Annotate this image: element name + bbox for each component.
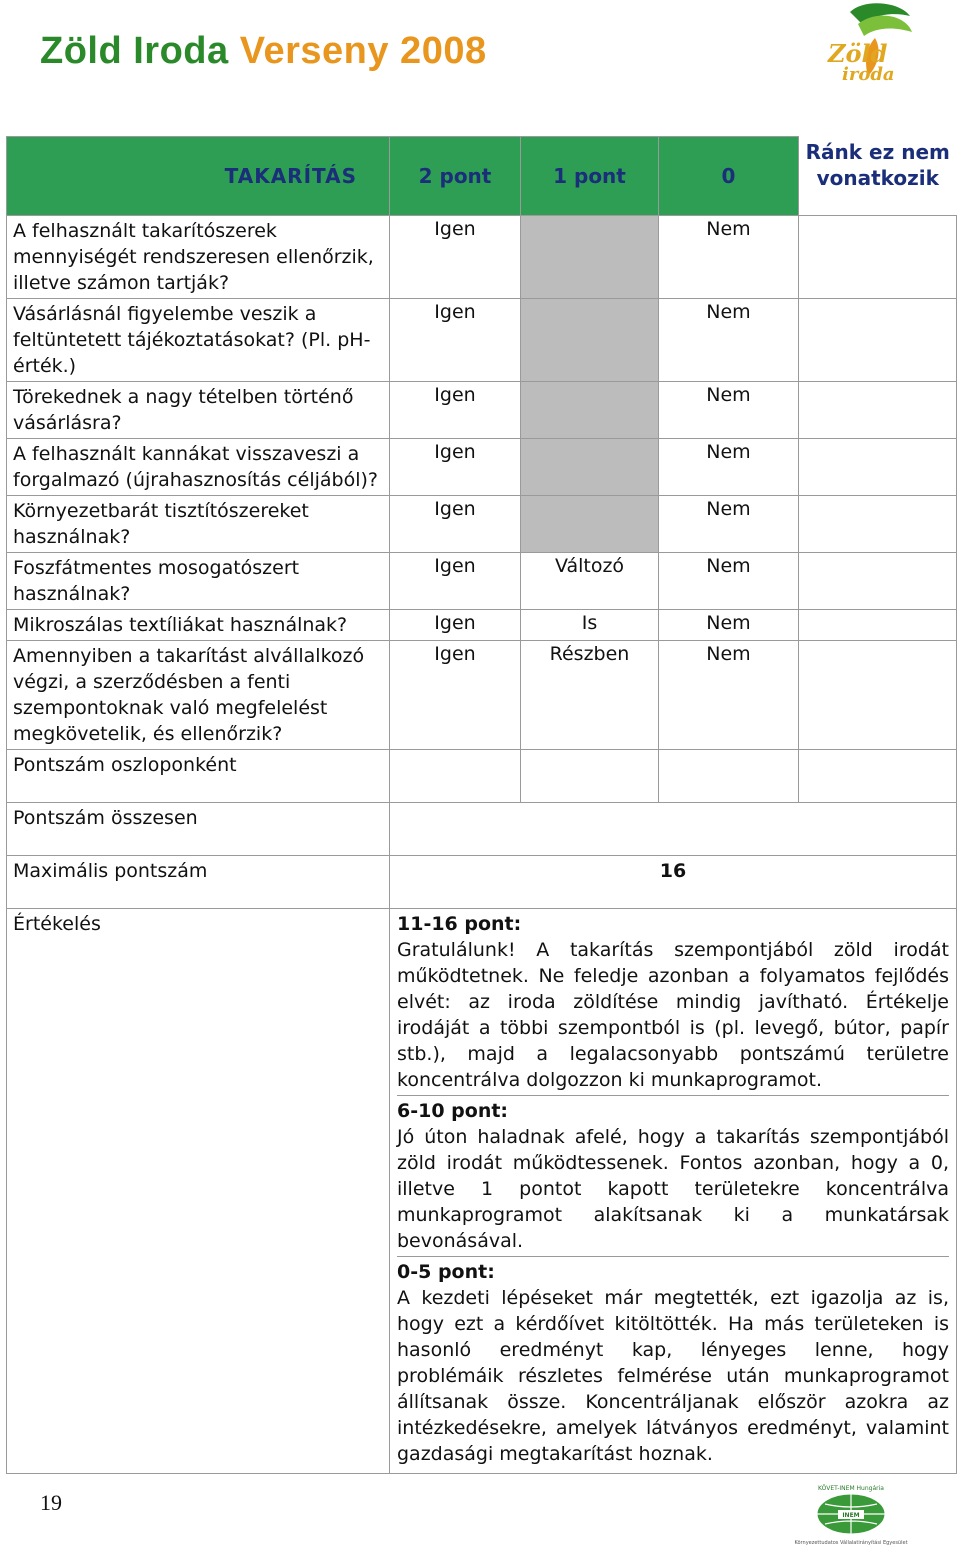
col-header-2-pont: 2 pont [390, 137, 521, 216]
cleaning-assessment-table [6, 136, 957, 1474]
evaluation-body: A kezdeti lépéseket már megtették, ezt igazolja az is, hogy ezt a kérdőívet kitöltötték. Ha más területeken is hasonló eredményt kap, lényeges lenne, hogy problémáik részletes felmérése után munkaprogramot állítsanak össze. Koncentráljanak először azokra az intézkedésekre, amelyek látványos eredményt, valamint gazdasági megtakarítást hoznak. [397, 1286, 949, 1465]
question-text: Környezetbarát tisztítószereket használnak? [7, 495, 390, 552]
answer-2-pont: Igen [390, 640, 521, 749]
answer-0-pont: Nem [659, 640, 799, 749]
page-title [40, 30, 487, 73]
score-cell-na [799, 749, 957, 802]
answer-2-pont: Igen [390, 609, 521, 640]
question-row [7, 438, 957, 495]
page-number: 19 [40, 1490, 62, 1515]
col-header-section: TAKARÍTÁS [7, 137, 390, 216]
zold-iroda-logo [820, 2, 920, 84]
evaluation-block-mid [397, 1098, 949, 1257]
evaluation-head: 11-16 pont: [397, 912, 522, 935]
answer-0-pont: Nem [659, 438, 799, 495]
question-row [7, 298, 957, 381]
svg-text:Környezettudatos Vállalatirány: Környezettudatos Vállalatirányítási Egyesület [794, 1540, 908, 1546]
answer-0-pont: Nem [659, 495, 799, 552]
score-total-row [7, 802, 957, 855]
answer-1-pont [521, 215, 659, 298]
answer-2-pont: Igen [390, 438, 521, 495]
answer-not-applicable [799, 438, 957, 495]
question-row [7, 215, 957, 298]
score-by-column-row [7, 749, 957, 802]
answer-not-applicable [799, 215, 957, 298]
evaluation-label: Értékelés [7, 908, 390, 1473]
evaluation-text [390, 908, 957, 1473]
answer-2-pont: Igen [390, 381, 521, 438]
table-header-row [7, 137, 957, 216]
answer-1-pont: Változó [521, 552, 659, 609]
score-cell-1 [521, 749, 659, 802]
score-cell-0 [659, 749, 799, 802]
evaluation-body: Gratulálunk! A takarítás szempontjából zöld irodát működtetnek. Ne feledje azonban a folyamatos fejlődés elvét: az iroda zöldítése mindig javítható. Értékelje irodáját a többi szempontból is (pl. levegő, bútor, papír stb.), majd a legalacsonyabb pontszámú területre koncentrálva dolgozzon ki munkaprogramot. [397, 938, 949, 1091]
col-header-0: 0 [659, 137, 799, 216]
score-cell-2 [390, 749, 521, 802]
answer-not-applicable [799, 298, 957, 381]
svg-text:Zöld: Zöld [828, 39, 888, 68]
evaluation-block-low [397, 1259, 949, 1469]
question-row [7, 552, 957, 609]
col-header-1-pont: 1 pont [521, 137, 659, 216]
answer-0-pont: Nem [659, 552, 799, 609]
answer-not-applicable [799, 495, 957, 552]
col-header-not-applicable: Ránk ez nem vonatkozik [799, 137, 957, 216]
answer-1-pont: Részben [521, 640, 659, 749]
kovet-inem-logo [792, 1480, 910, 1548]
evaluation-body: Jó úton haladnak afelé, hogy a takarítás szempontjából zöld irodát működtessenek. Fontos azonban, hogy a 0, illetve 1 pontot kapott területekre koncentrálva munkaprogramot alakítsanak ki a munkatársak bevonásával. [397, 1125, 949, 1252]
answer-2-pont: Igen [390, 495, 521, 552]
max-score-row [7, 855, 957, 908]
question-text: Amennyiben a takarítást alvállalkozó végzi, a szerződésben a fenti szempontoknak való megfelelést megkövetelik, és ellenőrzik? [7, 640, 390, 749]
answer-1-pont: Is [521, 609, 659, 640]
question-row [7, 640, 957, 749]
answer-0-pont: Nem [659, 609, 799, 640]
answer-not-applicable [799, 381, 957, 438]
question-text: Mikroszálas textíliákat használnak? [7, 609, 390, 640]
question-row [7, 381, 957, 438]
answer-1-pont [521, 495, 659, 552]
question-row [7, 609, 957, 640]
question-text: Vásárlásnál figyelembe veszik a feltüntetett tájékoztatásokat? (Pl. pH-érték.) [7, 298, 390, 381]
answer-1-pont [521, 298, 659, 381]
answer-not-applicable [799, 640, 957, 749]
answer-0-pont: Nem [659, 298, 799, 381]
evaluation-head: 0-5 pont: [397, 1260, 495, 1283]
max-score-label: Maximális pontszám [7, 855, 390, 908]
score-total-value [390, 802, 957, 855]
evaluation-head: 6-10 pont: [397, 1099, 509, 1122]
score-by-column-label: Pontszám oszloponként [7, 749, 390, 802]
evaluation-block-high [397, 911, 949, 1096]
answer-2-pont: Igen [390, 298, 521, 381]
title-part-orange: Verseny 2008 [239, 30, 487, 72]
question-text: A felhasznált takarítószerek mennyiségét rendszeresen ellenőrzik, illetve számon tartják? [7, 215, 390, 298]
answer-0-pont: Nem [659, 215, 799, 298]
svg-text:INEM: INEM [842, 1512, 860, 1519]
answer-2-pont: Igen [390, 215, 521, 298]
evaluation-row [7, 908, 957, 1473]
title-part-green: Zöld Iroda [40, 30, 229, 72]
svg-text:iroda: iroda [842, 64, 895, 84]
answer-not-applicable [799, 609, 957, 640]
question-row [7, 495, 957, 552]
question-text: Foszfátmentes mosogatószert használnak? [7, 552, 390, 609]
answer-0-pont: Nem [659, 381, 799, 438]
question-text: A felhasznált kannákat visszaveszi a forgalmazó (újrahasznosítás céljából)? [7, 438, 390, 495]
answer-not-applicable [799, 552, 957, 609]
question-text: Törekednek a nagy tételben történő vásárlásra? [7, 381, 390, 438]
answer-1-pont [521, 438, 659, 495]
answer-1-pont [521, 381, 659, 438]
answer-2-pont: Igen [390, 552, 521, 609]
svg-text:KÖVET-INEM Hungária: KÖVET-INEM Hungária [818, 1485, 884, 1492]
score-total-label: Pontszám összesen [7, 802, 390, 855]
max-score-value: 16 [390, 855, 957, 908]
